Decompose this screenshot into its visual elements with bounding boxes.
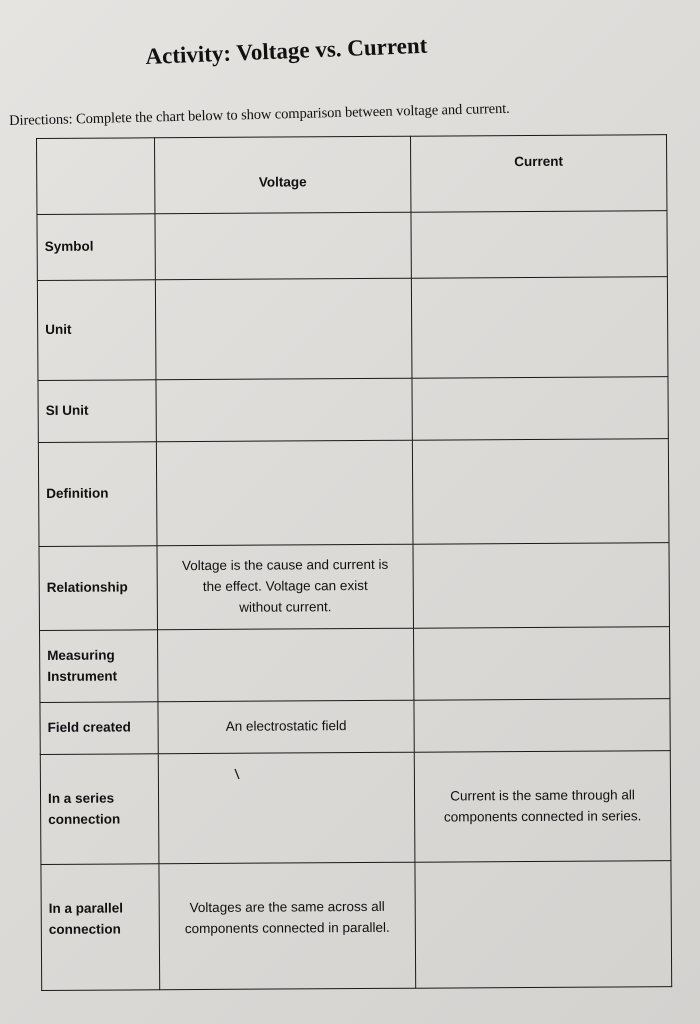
table-row: [40, 627, 670, 703]
row-label-relationship: [39, 546, 158, 631]
row-label-measuring-instrument: [40, 630, 158, 703]
current-unit-cell: [411, 277, 668, 379]
table-row: [41, 861, 672, 991]
voltage-series-cell: [158, 752, 415, 864]
row-label-series-connection: [40, 754, 159, 865]
pen-stroke-mark: [234, 768, 242, 782]
current-field-cell: [414, 699, 670, 753]
header-voltage: [155, 136, 411, 214]
current-series-line: Current is the same through all: [450, 786, 635, 804]
current-series-cell: [414, 751, 671, 863]
table-row: [40, 751, 671, 865]
row-label-line: Field created: [47, 719, 131, 735]
voltage-definition-cell: [156, 440, 413, 546]
table-row: [37, 211, 667, 281]
voltage-relationship-line: the effect. Voltage can exist: [202, 578, 368, 595]
current-definition-cell: [412, 439, 669, 545]
voltage-parallel-line: Voltages are the same across all: [189, 898, 385, 916]
row-label-line: Definition: [46, 485, 109, 501]
table-row: [38, 377, 668, 443]
row-label-line: Measuring: [47, 647, 115, 663]
row-label-line: connection: [48, 921, 121, 937]
table-row: [39, 543, 670, 631]
row-label-line: SI Unit: [45, 402, 89, 418]
voltage-relationship-cell: [157, 544, 414, 630]
current-symbol-cell: [411, 211, 667, 279]
row-label-symbol: [37, 214, 155, 281]
voltage-relationship-line: Voltage is the cause and current is: [181, 556, 389, 574]
current-series-line: components connected in series.: [443, 807, 642, 825]
row-label-line: In a parallel: [48, 900, 124, 916]
row-label-line: Instrument: [47, 668, 118, 684]
current-parallel-cell: [415, 861, 672, 989]
current-relationship-cell: [413, 543, 670, 629]
row-label-line: In a series: [47, 790, 115, 806]
row-label-line: Symbol: [44, 238, 94, 254]
table-row: [37, 277, 668, 381]
directions-text: Directions: Complete the chart below to show comparison between voltage and current.: [9, 100, 510, 129]
table-row: [40, 699, 670, 755]
header-voltage-label: Voltage: [258, 174, 307, 190]
current-instrument-cell: [414, 627, 670, 701]
comparison-chart: [36, 134, 671, 990]
current-si-unit-cell: [412, 377, 668, 441]
voltage-relationship-line: without current.: [239, 599, 332, 615]
voltage-parallel-line: components connected in parallel.: [184, 919, 390, 937]
comparison-table: [36, 134, 672, 991]
row-label-si-unit: [38, 380, 156, 443]
voltage-parallel-cell: [159, 862, 416, 990]
voltage-unit-cell: [155, 278, 412, 380]
voltage-si-unit-cell: [156, 378, 412, 442]
row-label-unit: [37, 280, 156, 381]
header-current: [410, 135, 666, 213]
row-label-definition: [38, 442, 157, 547]
row-label-line: connection: [48, 810, 121, 827]
voltage-symbol-cell: [155, 212, 411, 280]
header-empty-cell: [37, 138, 155, 215]
voltage-instrument-cell: [158, 628, 414, 702]
table-row: [38, 439, 669, 547]
row-label-parallel-connection: [41, 864, 160, 991]
row-label-line: Relationship: [46, 579, 128, 595]
voltage-field-cell: [158, 700, 414, 754]
header-current-label: Current: [514, 153, 564, 170]
row-label-field-created: [40, 702, 158, 755]
page-title: Activity: Voltage vs. Current: [145, 32, 428, 69]
voltage-field-line: An electrostatic field: [225, 718, 347, 734]
row-label-line: Unit: [45, 321, 72, 337]
table-header-row: [37, 135, 667, 215]
